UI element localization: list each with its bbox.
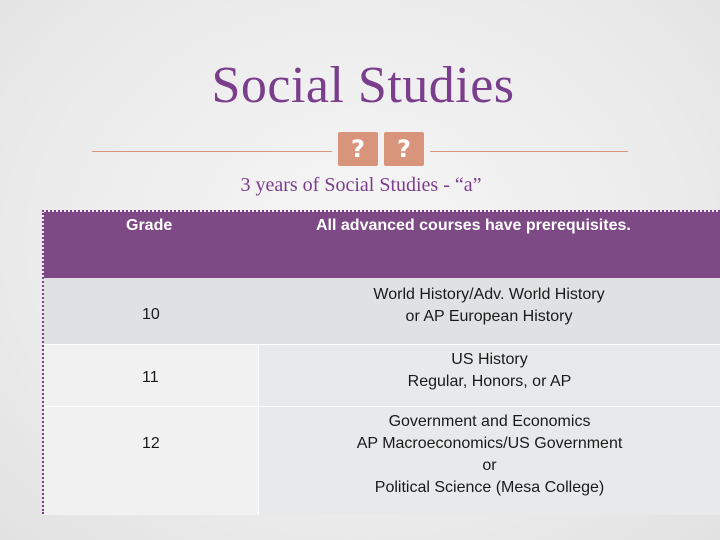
- header-courses: All advanced courses have prerequisites.: [316, 217, 631, 234]
- course-line: Regular, Honors, or AP: [407, 373, 572, 390]
- course-line: Government and Economics: [388, 413, 591, 430]
- slide-subtitle: 3 years of Social Studies - “a”: [240, 174, 482, 196]
- course-line: AP Macroeconomics/US Government: [356, 435, 623, 452]
- table-header-row: [44, 212, 720, 278]
- table-row: [44, 344, 720, 407]
- divider-right: [430, 151, 628, 152]
- course-line: or AP European History: [405, 308, 573, 325]
- ornament-glyph-1: ?: [338, 132, 378, 166]
- ornament-glyph-2: ?: [384, 132, 424, 166]
- header-grade: Grade: [126, 217, 173, 234]
- course-line: Political Science (Mesa College): [374, 479, 605, 496]
- grade-cell: 12: [142, 435, 160, 452]
- table-row: [44, 278, 720, 344]
- courses-table: [42, 210, 720, 514]
- divider-left: [92, 151, 332, 152]
- title-ornament: [338, 132, 428, 168]
- table-row: [44, 406, 720, 515]
- grade-cell: 11: [142, 369, 159, 386]
- course-cell: [259, 349, 720, 393]
- course-cell: [259, 411, 720, 499]
- grade-cell: 10: [142, 306, 160, 323]
- course-line: World History/Adv. World History: [373, 286, 605, 303]
- course-cell: [258, 284, 720, 328]
- course-line: US History: [451, 351, 528, 368]
- slide-title: Social Studies: [211, 57, 515, 114]
- course-line: or: [482, 457, 497, 474]
